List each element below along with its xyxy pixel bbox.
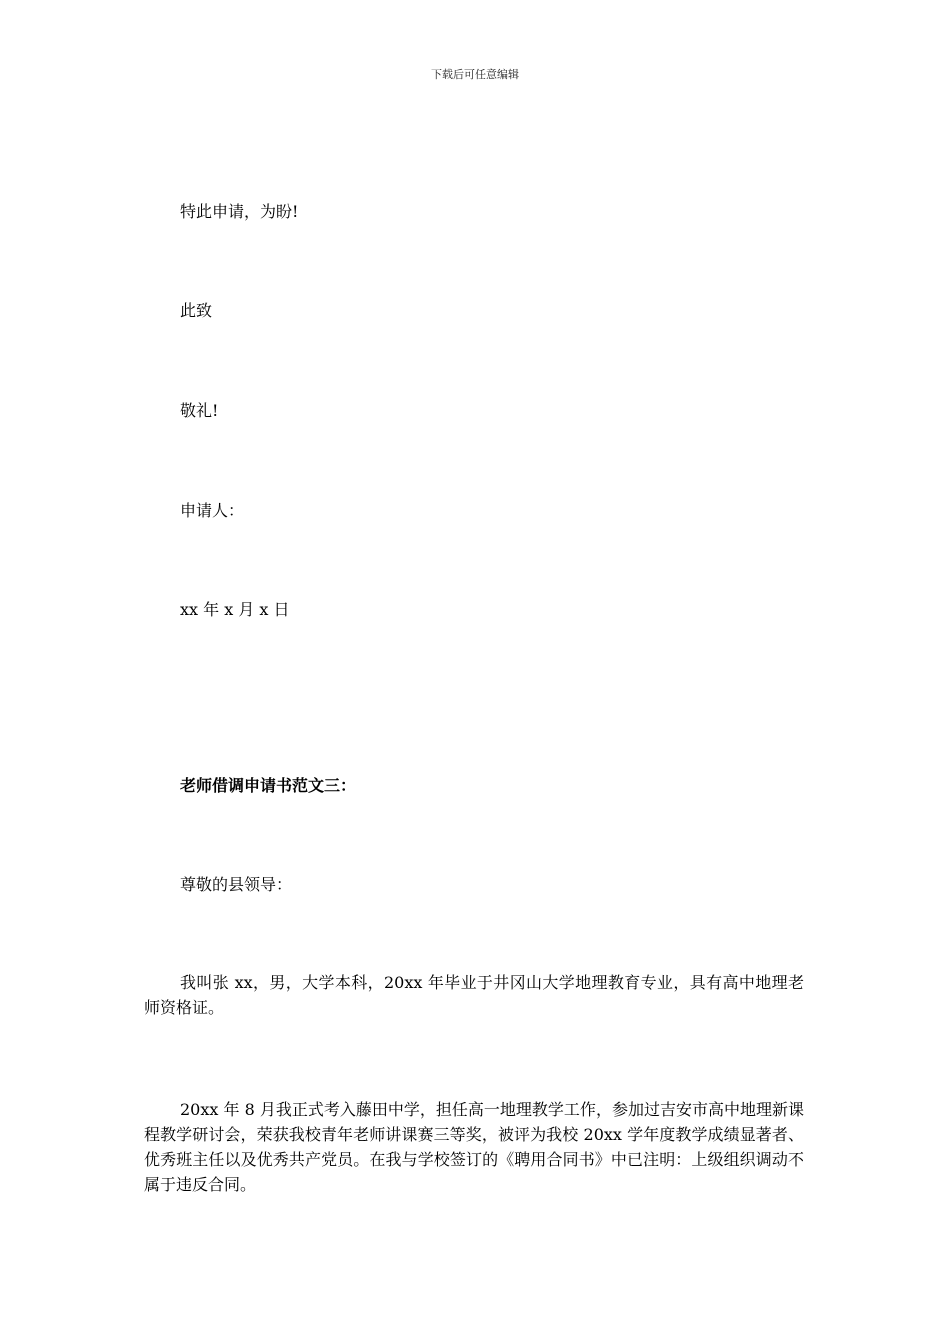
applicant-line: 申请人： (180, 501, 245, 520)
body-paragraph: 我叫张 xx，男，大学本科，20xx 年毕业于井冈山大学地理教育专业，具有高中地理老师资格证。 (144, 973, 804, 1017)
body-paragraph: 20xx 年 8 月我正式考入藤田中学，担任高一地理教学工作，参加过吉安市高中地理新课程教学研讨会，荣获我校青年老师讲课赛三等奖，被评为我校 20xx 学年度教学成绩显著者、优秀班主任以及优秀共产党员。在我与学校签订的《聘用合同书》中已注明：上级组织调动不属于违反合同。 (144, 1100, 804, 1194)
greeting-line: 尊敬的县领导： (180, 875, 293, 894)
date-line: xx 年 x 月 x 日 (180, 600, 290, 619)
closing-line: 特此申请，为盼! (180, 202, 299, 221)
salutation-line-2: 敬礼! (180, 401, 219, 420)
page-header-note: 下载后可任意编辑 (431, 68, 519, 81)
salutation-line-1: 此致 (180, 301, 213, 320)
section-heading: 老师借调申请书范文三： (180, 776, 357, 795)
